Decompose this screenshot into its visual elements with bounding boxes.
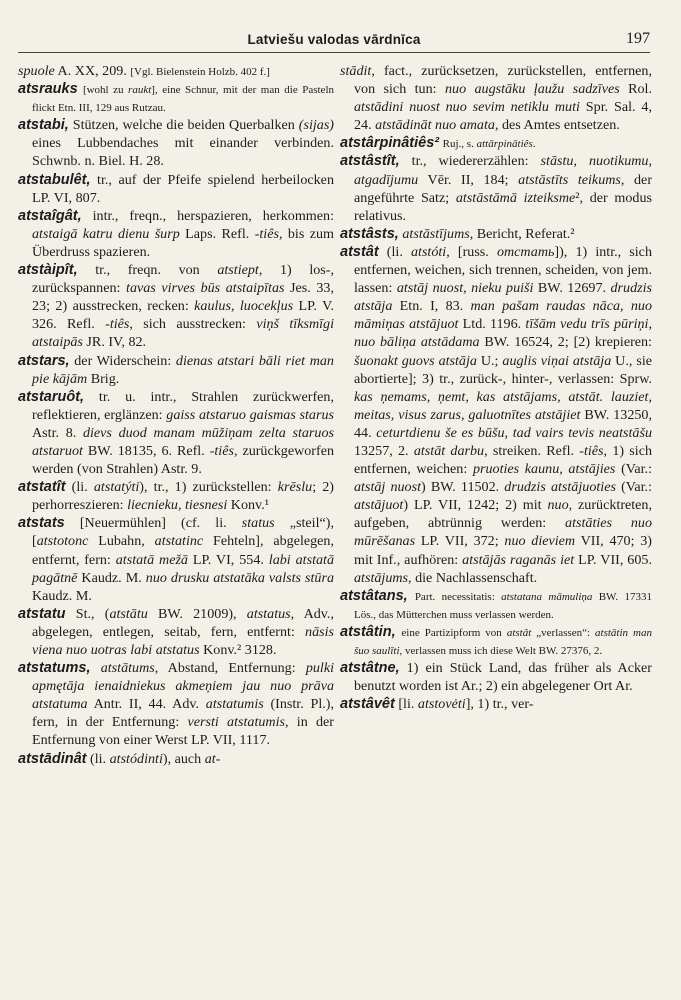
left-column (18, 62, 334, 768)
dictionary-entry: atstaîgât, intr., freqn., herspazieren, herkommen: atstaigā katru dienu šurp Laps. Refl. -tiês, bis zum Überdruss spazieren. (18, 207, 334, 260)
dictionary-entry: atstaruôt, tr. u. intr., Strahlen zurückwerfen, reflektieren, erglänzen: gaiss atstaruo gaismas starus Astr. 8. dievs duod manam mūžiņam zelta staruos atstaruot BW. 18135, 6. Refl. -tiês, zurückgeworfen werden (von Strahlen) Astr. 9. (18, 388, 335, 478)
dictionary-entry: atstâtne, 1) ein Stück Land, das früher als Acker benutzt worden ist Ar.; 2) ein abgelegener Ort Ar. (340, 660, 652, 695)
dictionary-entry: atstādinât (li. atstódinti), auch at- (18, 750, 221, 767)
dictionary-entry: atstâvêt [li. atstovėti], 1) tr., ver- (340, 696, 534, 713)
dictionary-entry: spuole A. XX, 209. [Vgl. Bielenstein Holzb. 402 f.] (18, 63, 270, 79)
dictionary-entry: atstàipît, tr., freqn. von atstiept, 1) los-, zurückspannen: tavas virves būs atstaipītas Jes. 33, 23; 2) ausstrecken, recken: kaulus, luocekļus LP. V. 326. Refl. -tiês, sich ausstrecken: viņš tīksmīgi atstaipās JR. IV, 82. (18, 262, 335, 351)
dictionary-entry: atstâtin, eine Partizipform von atstât „verlassen“: atstātin man šuo saulīti, verlassen muss ich diese Welt BW. 27376, 2. (340, 623, 652, 657)
dictionary-entry: atstars, der Widerschein: dienas atstari bāli riet man pie kājām Brig. (18, 352, 334, 387)
dictionary-entry: atstâsts, atstāstījums, Bericht, Referat.² (340, 225, 575, 242)
page-title: Latviešu valodas vārdnīca (247, 32, 421, 47)
right-column (340, 62, 652, 713)
page-number: 197 (626, 30, 650, 47)
dictionary-entry: atsrauks [wohl zu raukt], eine Schnur, mit der man die Pasteln flickt Etn. III, 129 aus Rutzau. (18, 81, 334, 115)
dictionary-entry: atstâstît, tr., wiedererzählen: stāstu, nuotikumu, atgadījumu Vēr. II, 184; atstāstīts teikums, der angeführte Satz; atstāstāmā izteiksme², der modus relativus. (340, 153, 653, 224)
dictionary-entry: atstatît (li. atstatýti), tr., 1) zurückstellen: krēslu; 2) perhorreszieren: liecnieku, tiesnesi Konv.¹ (18, 479, 334, 514)
dictionary-entry: stādit, fact., zurücksetzen, zurückstellen, entfernen, von sich tun: nuo augstāku ļaužu sadzīves Rol. atstādini nuost nuo sevim netiklu muti Spr. Sal. 4, 24. atstādināt nuo amata, des Amtes entsetzen. (340, 63, 653, 134)
dictionary-entry: atstabulêt, tr., auf der Pfeife spielend herbeilocken LP. VI, 807. (18, 171, 334, 206)
page-header (18, 30, 650, 53)
dictionary-entry: atstabi, Stützen, welche die beiden Querbalken (sijas) eines Lubbendaches mit einander verbinden. Schwnb. n. Biel. H. 28. (18, 117, 334, 170)
dictionary-entry: atstatu St., (atstātu BW. 21009), atstatus, Adv., abgelegen, entlegen, seitab, fern, entfernt: nāsis viena nuo uotras labi atstatus Konv.² 3128. (18, 605, 334, 658)
dictionary-entry: atstats [Neuermühlen] (cf. li. status „steil“), [atstotonc Lubahn, atstatinc Fehteln], abgelegen, entfernt, fern: atstatā mežā LP. VI, 554. labi atstatā pagātnē Kaudz. M. nuo drusku atstatāka valsts stūra Kaudz. M. (18, 515, 335, 604)
dictionary-entry: atstâtans, Part. necessitatis: atstatana māmuliņa BW. 17331 Lös., das Mütterchen muss verlassen werden. (340, 587, 652, 621)
dictionary-entry: atstatums, atstātums, Abstand, Entfernung: pulki apmętāja ienaidniekus akmeņiem jau nuo prāva atstatuma Antr. II, 44. Adv. atstatumis (Instr. Pl.), fern, in der Entfernung: versti atstatumis, in der Entfernung von einer Werst LP. VII, 1117. (18, 660, 334, 749)
dictionary-entry: atstât (li. atstóti, [russ. отстать]), 1) intr., sich entfernen, weichen, sich trennen, scheiden, von jem. lassen: atstāj nuost, nieku puiši BW. 12697. drudzis atstāja Etn. I, 83. man pašam raudas nāca, nuo māmiņas atstājuot Ltd. 1196. tīšām vedu trīs pūriņi, nuo bāliņa atstādama BW. 16524, 2; [2) krepieren: šuonakt guovs atstāja U.; auglis viņai atstāja U., sie abortierte]; 3) tr., zurück-, hinter-, verlassen: Sprw. kas ņemams, ņemt, kas atstājams, atstāt. lauziet, meitas, visus zarus, galuotnītes atstājiet BW. 13250, 44. ceturtdienu še es būšu, tad vairs tevis neatstāšu 13257, 2. atstāt darbu, streiken. Refl. -tiês, 1) sich entfernen, weichen: pruoties kaunu, atstājies (Var.: atstāj nuost) BW. 11502. drudzis atstājuoties (Var.: atstājuot) LP. VII, 1242; 2) mit nuo, zurücktreten, aufgeben, abtrünnig werden: atstāties nuo mūrēšanas LP. VII, 372; nuo dieviem VII, 470; 3) mit Inf., aufhören: atstājās raganās iet LP. VII, 605. atstājums, die Nachlassenschaft. (340, 243, 653, 586)
dictionary-entry: atstârpinâtiês² Ruj., s. attārpinātiês. (340, 135, 536, 152)
